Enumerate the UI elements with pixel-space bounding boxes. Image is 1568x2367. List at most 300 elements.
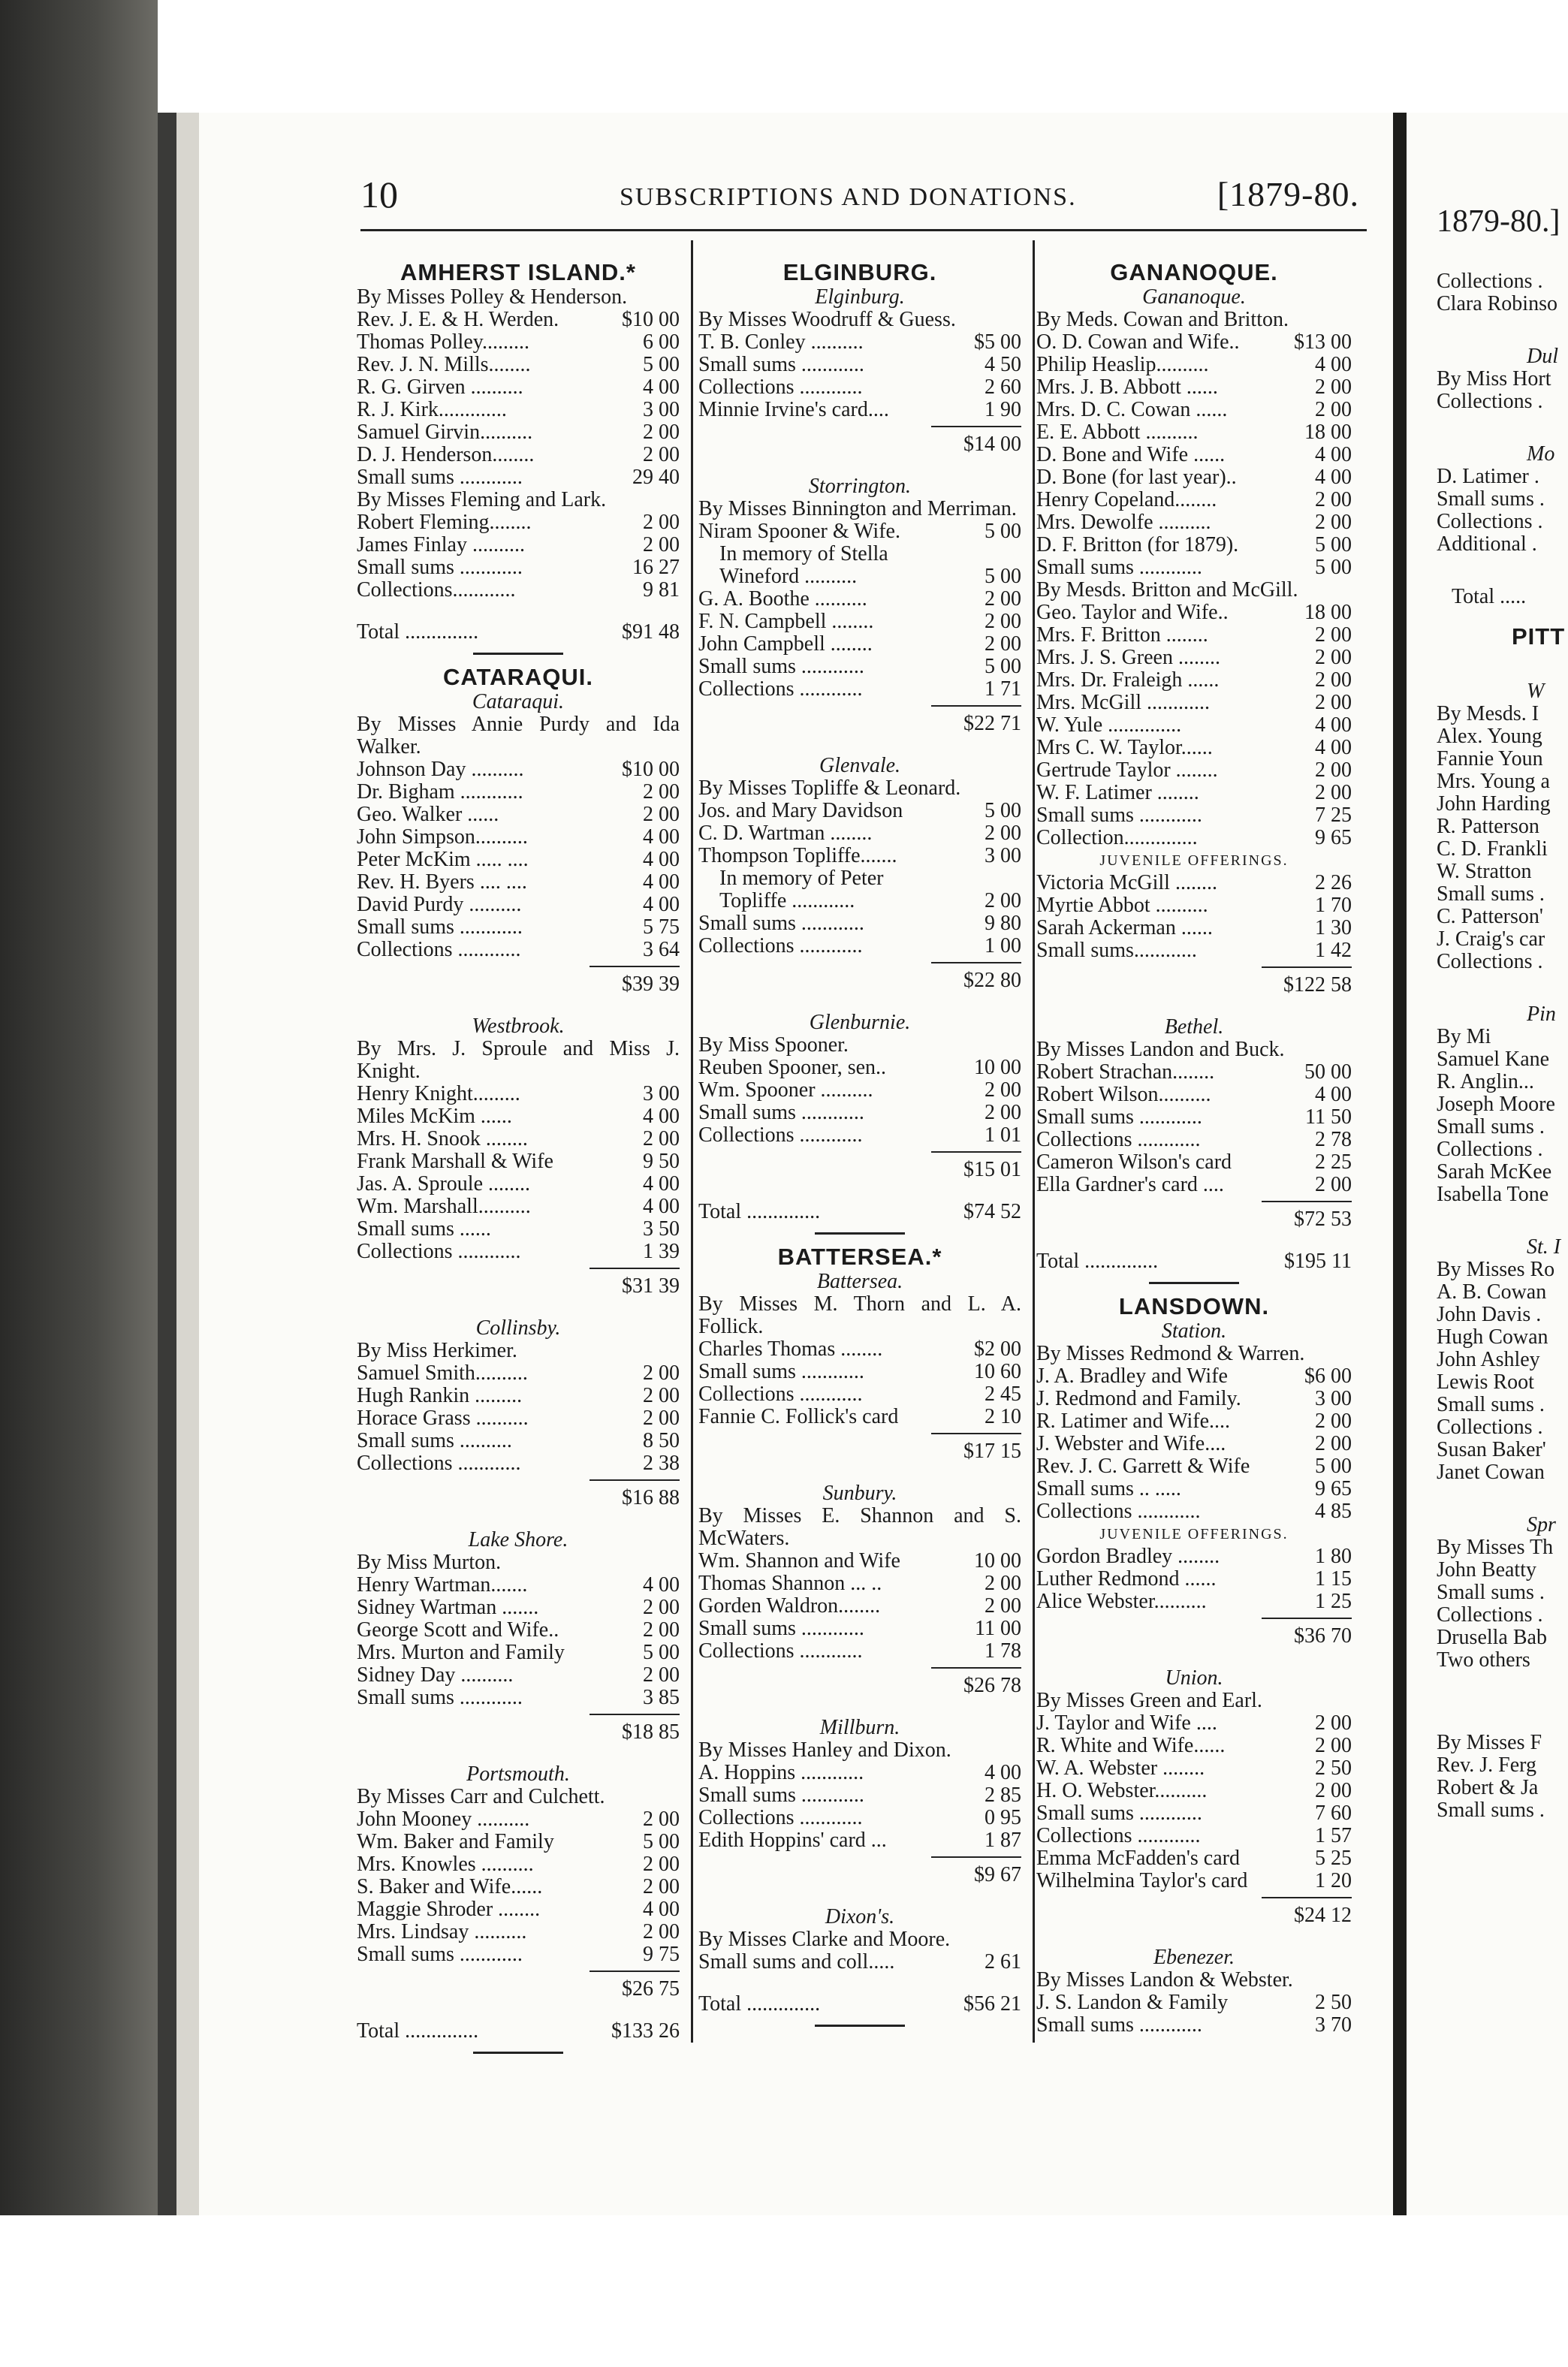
entry-amount: 2 00 <box>985 890 1021 912</box>
entry-amount: 2 00 <box>1315 1433 1352 1455</box>
entry-line <box>698 1928 1021 1951</box>
entry-name: Collections ............ <box>698 1383 863 1406</box>
entry-line <box>698 1057 1021 1079</box>
entry-line: By Mesds. I <box>1437 702 1539 725</box>
entry-name: By Misses Redmond & Warren. <box>1036 1343 1305 1365</box>
entry-amount: 9 65 <box>1315 827 1352 849</box>
entry-line: Sarah McKee <box>1437 1160 1552 1184</box>
entry-line <box>357 1150 680 1173</box>
entry-line <box>357 511 680 534</box>
total-label: Total .............. <box>1036 1250 1159 1273</box>
entry-amount: 5 00 <box>643 1831 680 1853</box>
entry-amount: 2 00 <box>643 1876 680 1898</box>
spacer <box>1036 1231 1352 1250</box>
total-label: Total .............. <box>698 1201 821 1223</box>
entry-name: E. E. Abbott .......... <box>1036 421 1199 444</box>
spacer <box>1036 1648 1352 1667</box>
entry-line <box>357 466 680 489</box>
entry-name: Small sums ...... <box>357 1218 491 1241</box>
entry-amount <box>1349 309 1352 331</box>
entry-name: D. Bone (for last year).. <box>1036 466 1237 489</box>
entry-amount: 1 30 <box>1315 917 1352 939</box>
entry-name: Collections ............ <box>357 1241 521 1263</box>
entry-line <box>1036 1825 1352 1847</box>
entry-line <box>1036 1780 1352 1802</box>
entry-amount: 2 00 <box>1315 511 1352 534</box>
place-subheading: Millburn. <box>819 1716 900 1739</box>
entry-name: C. D. Wartman ........ <box>698 822 873 845</box>
entry-name: W. F. Latimer ........ <box>1036 782 1199 804</box>
entry-amount: 2 00 <box>643 1921 680 1943</box>
entry-amount: 18 00 <box>1304 602 1352 624</box>
entry-name: Mrs. H. Snook ........ <box>357 1128 528 1150</box>
total-amount: $56 21 <box>963 1992 1021 2016</box>
entry-line <box>1036 1545 1352 1568</box>
entry-amount: 2 00 <box>1315 376 1352 399</box>
section-heading: BATTERSEA.* <box>777 1244 942 1270</box>
entry-amount: 2 00 <box>643 1664 680 1687</box>
entry-amount: 9 75 <box>643 1943 680 1966</box>
entry-name: Samuel Girvin.......... <box>357 421 533 444</box>
entry-amount <box>1018 1739 1021 1762</box>
entry-amount: 2 60 <box>985 376 1021 399</box>
entry-amount: 5 00 <box>643 354 680 376</box>
entry-line <box>1036 309 1352 331</box>
entry-line <box>357 579 680 602</box>
section-heading: LANSDOWN. <box>1118 1293 1270 1319</box>
entry-line <box>698 1338 1021 1361</box>
spacer <box>1036 997 1352 1016</box>
entry-line <box>1036 354 1352 376</box>
entry-amount: 3 00 <box>985 845 1021 867</box>
entry-name: Henry Copeland........ <box>1036 489 1217 511</box>
entry-amount: 2 00 <box>643 1597 680 1619</box>
entry-line <box>357 1876 680 1898</box>
entry-name: Horace Grass .......... <box>357 1407 529 1430</box>
spacer <box>698 1974 1021 1993</box>
entry-line <box>698 822 1021 845</box>
place-subheading: Spr <box>1527 1513 1556 1536</box>
entry-line: Drusella Bab <box>1437 1626 1547 1649</box>
entry-line: Isabella Tone <box>1437 1183 1549 1206</box>
entry-amount <box>677 286 680 309</box>
entry-name: Gordon Bradley ........ <box>1036 1545 1220 1568</box>
grand-total <box>1036 1250 1352 1273</box>
entry-name: R. J. Kirk............. <box>357 399 507 421</box>
entry-amount: 4 00 <box>1315 354 1352 376</box>
entry-name: Mrs C. W. Taylor...... <box>1036 737 1213 759</box>
entry-line: Susan Baker' <box>1437 1438 1546 1461</box>
entry-name: Mrs. J. B. Abbott ...... <box>1036 376 1218 399</box>
entry-line: Small sums . <box>1437 1799 1545 1822</box>
entry-line <box>1036 1591 1352 1613</box>
entry-name: Luther Redmond ...... <box>1036 1568 1217 1591</box>
entry-line <box>698 678 1021 701</box>
entry-line <box>1036 872 1352 894</box>
entry-line <box>698 1951 1021 1974</box>
entry-line <box>357 444 680 466</box>
entry-amount: 4 00 <box>643 376 680 399</box>
entry-name: By Mesds. Britton and McGill. <box>1036 579 1298 602</box>
entry-amount: 2 00 <box>985 1595 1021 1618</box>
entry-line <box>1036 894 1352 917</box>
entry-amount: 2 85 <box>985 1784 1021 1807</box>
entry-amount <box>1018 867 1021 890</box>
entry-name: Mrs. Lindsay .......... <box>357 1921 527 1943</box>
entry-amount: 2 26 <box>1315 872 1352 894</box>
entry-name: Small sums .......... <box>357 1430 512 1452</box>
place-subheading: Cataraqui. <box>472 690 565 713</box>
entry-line <box>357 1619 680 1642</box>
entry-line: Mrs. Young a <box>1437 770 1550 793</box>
subtotal: $31 39 <box>590 1268 680 1298</box>
entry-name: Cameron Wilson's card <box>1036 1151 1232 1174</box>
entry-line <box>357 1664 680 1687</box>
entry-amount: 9 80 <box>985 912 1021 935</box>
entry-line <box>357 331 680 354</box>
column-2 <box>698 259 1021 2036</box>
entry-line <box>1036 714 1352 737</box>
entry-name: Sarah Ackerman ...... <box>1036 917 1213 939</box>
entry-amount: 11 00 <box>975 1618 1021 1640</box>
entry-line: Small sums . <box>1437 1115 1545 1138</box>
entry-amount: 5 00 <box>643 1642 680 1664</box>
entry-name: R. Latimer and Wife.... <box>1036 1410 1231 1433</box>
entry-amount <box>1018 543 1021 565</box>
entry-name: Collection.............. <box>1036 827 1198 849</box>
entry-amount: 2 00 <box>985 822 1021 845</box>
entry-amount: 2 00 <box>1315 1735 1352 1757</box>
subtotal: $22 80 <box>931 962 1021 992</box>
entry-line <box>698 588 1021 611</box>
entry-amount: 2 00 <box>985 633 1021 656</box>
entry-name: Small sums ............ <box>1036 804 1202 827</box>
entry-line <box>1036 1388 1352 1410</box>
header-rule <box>360 229 1367 231</box>
collectors-line: By Misses Binnington and Merriman. <box>698 497 1017 520</box>
entry-amount: 5 00 <box>1315 534 1352 556</box>
entry-name: Thompson Topliffe....... <box>698 845 897 867</box>
place-subheading: Battersea. <box>816 1270 903 1293</box>
entry-amount: 2 00 <box>1315 782 1352 804</box>
entry-name: Mrs. D. C. Cowan ...... <box>1036 399 1228 421</box>
spacer <box>1437 1672 1568 1732</box>
entry-line <box>1036 534 1352 556</box>
entry-amount: 3 00 <box>643 399 680 421</box>
entry-name: J. A. Bradley and Wife <box>1036 1365 1228 1388</box>
entry-amount <box>1349 1969 1352 1992</box>
entry-amount: 4 00 <box>1315 737 1352 759</box>
entry-name: Small sums ............ <box>357 1687 523 1709</box>
entry-amount: 2 00 <box>643 511 680 534</box>
entry-amount: 2 00 <box>643 1853 680 1876</box>
entry-name: Frank Marshall & Wife <box>357 1150 553 1173</box>
section-divider <box>473 653 563 655</box>
entry-amount: 2 00 <box>643 421 680 444</box>
entry-amount: 1 00 <box>985 935 1021 957</box>
entry-amount: 18 00 <box>1304 421 1352 444</box>
place-subheading: Bethel. <box>1164 1015 1224 1039</box>
entry-name: Small sums ............ <box>357 1943 523 1966</box>
place-subheading: Storrington. <box>808 475 912 498</box>
collectors-line: By Misses E. Shannon and S. McWaters. <box>698 1504 1021 1550</box>
entry-line <box>357 1853 680 1876</box>
entry-name: Collections ............ <box>357 1452 521 1475</box>
entry-line <box>1036 1343 1352 1365</box>
entry-amount: 2 10 <box>985 1406 1021 1428</box>
entry-line <box>698 1739 1021 1762</box>
entry-line <box>1036 827 1352 849</box>
entry-line: C. D. Frankli <box>1437 837 1548 861</box>
entry-amount <box>1018 777 1021 800</box>
spacer <box>1036 1927 1352 1946</box>
entry-name: Maggie Shroder ........ <box>357 1898 541 1921</box>
entry-line <box>698 1829 1021 1852</box>
entry-amount: 3 64 <box>643 939 680 961</box>
entry-line <box>1036 1174 1352 1196</box>
entry-amount: 2 00 <box>643 1128 680 1150</box>
entry-line <box>357 1642 680 1664</box>
entry-line <box>357 1407 680 1430</box>
entry-amount: 2 00 <box>1315 399 1352 421</box>
juvenile-offerings-heading: JUVENILE OFFERINGS. <box>1099 852 1289 869</box>
collectors-line: By Miss Spooner. <box>698 1033 849 1057</box>
entry-name: Robert Fleming........ <box>357 511 532 534</box>
entry-line <box>698 331 1021 354</box>
entry-name: W. Yule .............. <box>1036 714 1182 737</box>
subtotal: $22 71 <box>931 705 1021 735</box>
subtotal: $39 39 <box>590 966 680 996</box>
book-gutter <box>1393 113 1407 2215</box>
entry-amount: 2 78 <box>1315 1129 1352 1151</box>
entry-name: James Finlay .......... <box>357 534 525 556</box>
entry-amount <box>1349 1039 1352 1061</box>
entry-name: In memory of Peter <box>719 867 884 890</box>
entry-amount <box>1349 579 1352 602</box>
entry-line <box>1036 399 1352 421</box>
entry-amount: 4 00 <box>1315 444 1352 466</box>
entry-line <box>698 777 1021 800</box>
entry-amount: 2 00 <box>985 1572 1021 1595</box>
entry-amount: 2 00 <box>1315 1780 1352 1802</box>
entry-name: D. J. Henderson........ <box>357 444 535 466</box>
entry-name: Geo. Taylor and Wife.. <box>1036 602 1229 624</box>
entry-line: By Misses F <box>1437 1731 1542 1754</box>
place-subheading: Mo <box>1527 442 1555 466</box>
entry-name: Sidney Wartman ....... <box>357 1597 539 1619</box>
entry-name: A. Hoppins ............ <box>698 1762 864 1784</box>
entry-amount: 5 00 <box>985 520 1021 543</box>
entry-line <box>1036 1106 1352 1129</box>
entry-name: Robert Wilson.......... <box>1036 1084 1211 1106</box>
entry-line: Small sums . <box>1437 1393 1545 1416</box>
entry-name: Small sums ............ <box>698 1361 864 1383</box>
entry-line <box>357 1430 680 1452</box>
entry-name: Hugh Rankin ......... <box>357 1385 523 1407</box>
entry-amount: 8 50 <box>643 1430 680 1452</box>
subtotal: $36 70 <box>1262 1618 1352 1648</box>
collectors-line: By Misses Annie Purdy and Ida Walker. <box>357 713 680 758</box>
entry-line <box>698 1361 1021 1383</box>
entry-line <box>698 565 1021 588</box>
entry-amount: 2 00 <box>643 1362 680 1385</box>
entry-name: Mrs. F. Britton ........ <box>1036 624 1208 647</box>
entry-line <box>1036 782 1352 804</box>
entry-name: Collections ............ <box>1036 1500 1201 1523</box>
entry-name: By Misses Polley & Henderson. <box>357 286 628 309</box>
entry-line <box>1036 1129 1352 1151</box>
entry-line <box>1036 511 1352 534</box>
spacer <box>698 1181 1021 1201</box>
entry-line <box>357 826 680 849</box>
subtotal: $26 78 <box>931 1667 1021 1697</box>
entry-amount: 2 00 <box>985 588 1021 611</box>
entry-line <box>698 800 1021 822</box>
entry-line <box>1036 1455 1352 1478</box>
entry-line <box>698 845 1021 867</box>
total-amount: $91 48 <box>622 620 680 644</box>
subtotal: $15 01 <box>931 1151 1021 1181</box>
entry-amount: 2 61 <box>985 1951 1021 1974</box>
entry-name: W. A. Webster ........ <box>1036 1757 1205 1780</box>
entry-name: Dr. Bigham ............ <box>357 781 523 804</box>
entry-name: Small sums .. ..... <box>1036 1478 1181 1500</box>
entry-amount: 4 00 <box>643 894 680 916</box>
entry-amount: 4 00 <box>643 1196 680 1218</box>
entry-name: J. S. Landon & Family <box>1036 1992 1229 2014</box>
entry-line <box>357 1831 680 1853</box>
entry-line <box>357 1943 680 1966</box>
entry-line <box>1036 421 1352 444</box>
entry-name: Philip Heaslip.......... <box>1036 354 1209 376</box>
entry-amount: 3 50 <box>643 1218 680 1241</box>
place-subheading: Sunbury. <box>822 1482 897 1505</box>
entry-amount: 2 00 <box>1315 647 1352 669</box>
entry-line <box>1036 1039 1352 1061</box>
entry-line <box>1036 2014 1352 2037</box>
entry-amount: 5 00 <box>1315 1455 1352 1478</box>
entry-amount <box>1349 1343 1352 1365</box>
entry-line <box>357 1452 680 1475</box>
entry-name: Rev. J. E. & H. Werden. <box>357 309 559 331</box>
entry-line <box>357 1385 680 1407</box>
place-subheading: Dul <box>1527 345 1558 368</box>
entry-name: John Campbell ........ <box>698 633 873 656</box>
entry-name: Wm. Baker and Family <box>357 1831 554 1853</box>
entry-line <box>1036 647 1352 669</box>
entry-line <box>1036 1061 1352 1084</box>
entry-line <box>1036 489 1352 511</box>
entry-name: Small sums ............ <box>1036 1106 1202 1129</box>
entry-amount: 11 50 <box>1305 1106 1352 1129</box>
entry-line <box>698 912 1021 935</box>
collectors-line: By Misses Green and Earl. <box>1036 1689 1262 1712</box>
entry-line: Small sums . <box>1437 882 1545 906</box>
entry-line: By Misses Th <box>1437 1536 1554 1559</box>
entry-amount <box>1018 1928 1021 1951</box>
entry-amount: 3 00 <box>1315 1388 1352 1410</box>
spacer <box>357 2001 680 2020</box>
entry-name: Jos. and Mary Davidson <box>698 800 903 822</box>
entry-amount: 10 60 <box>974 1361 1021 1383</box>
entry-amount: 2 00 <box>643 1385 680 1407</box>
entry-line: Fannie Youn <box>1437 747 1543 770</box>
entry-line <box>1036 1568 1352 1591</box>
entry-name: Miles McKim ...... <box>357 1105 512 1128</box>
entry-line <box>698 890 1021 912</box>
place-subheading: St. I <box>1527 1235 1561 1259</box>
entry-line <box>357 1921 680 1943</box>
grand-total <box>698 1993 1021 2016</box>
entry-name: Wm. Shannon and Wife <box>698 1550 900 1572</box>
entry-name: Samuel Smith.......... <box>357 1362 528 1385</box>
subtotal: $24 12 <box>1262 1897 1352 1927</box>
entry-name: Small sums ............ <box>698 1618 864 1640</box>
total-label: Total .............. <box>357 621 479 644</box>
entry-name: George Scott and Wife.. <box>357 1619 559 1642</box>
entry-line: Hugh Cowan <box>1437 1325 1548 1349</box>
entry-line: R. Patterson <box>1437 815 1539 838</box>
entry-line <box>1036 466 1352 489</box>
scan-top-margin <box>0 0 1568 113</box>
entry-line <box>1036 804 1352 827</box>
grand-total: Total ..... <box>1452 585 1527 608</box>
entry-line <box>1036 1500 1352 1523</box>
entry-amount: 2 00 <box>1315 1174 1352 1196</box>
entry-line <box>698 1762 1021 1784</box>
entry-line: Joseph Moore <box>1437 1093 1555 1116</box>
entry-amount: 4 00 <box>1315 1084 1352 1106</box>
entry-line <box>1036 1847 1352 1870</box>
entry-amount: 1 78 <box>985 1640 1021 1663</box>
entry-name: Jas. A. Sproule ........ <box>357 1173 530 1196</box>
entry-name: Small sums ............ <box>357 556 523 579</box>
place-subheading: Collinsby. <box>475 1316 561 1340</box>
entry-line <box>698 1102 1021 1124</box>
entry-line: Small sums . <box>1437 1581 1545 1604</box>
entry-name: John Mooney .......... <box>357 1808 530 1831</box>
subtotal: $72 53 <box>1262 1201 1352 1231</box>
total-amount: $133 26 <box>611 2019 680 2043</box>
entry-line: By Misses Ro <box>1437 1258 1555 1281</box>
column-rule <box>691 240 693 2043</box>
entry-line <box>698 1383 1021 1406</box>
entry-line <box>357 286 680 309</box>
entry-line <box>357 1362 680 1385</box>
entry-name: Thomas Polley......... <box>357 331 529 354</box>
entry-line <box>1036 444 1352 466</box>
entry-line <box>357 1173 680 1196</box>
entry-line <box>357 758 680 781</box>
entry-amount: 4 00 <box>1315 714 1352 737</box>
entry-line <box>1036 1365 1352 1388</box>
section-divider <box>473 2052 563 2054</box>
subtotal: $17 15 <box>931 1433 1021 1463</box>
entry-name: Collections ............ <box>698 1124 863 1147</box>
entry-name: By Misses Landon and Buck. <box>1036 1039 1285 1061</box>
subtotal: $9 67 <box>931 1856 1021 1886</box>
entry-line <box>357 489 680 511</box>
entry-line <box>698 376 1021 399</box>
entry-line <box>357 399 680 421</box>
entry-amount: 2 25 <box>1315 1151 1352 1174</box>
entry-name: O. D. Cowan and Wife.. <box>1036 331 1240 354</box>
place-subheading: Gananoque. <box>1142 285 1246 309</box>
entry-name: Small sums ............ <box>698 656 864 678</box>
entry-name: Collections ............ <box>698 935 863 957</box>
entry-name: Henry Knight......... <box>357 1083 520 1105</box>
entry-name: Collections ............ <box>357 939 521 961</box>
